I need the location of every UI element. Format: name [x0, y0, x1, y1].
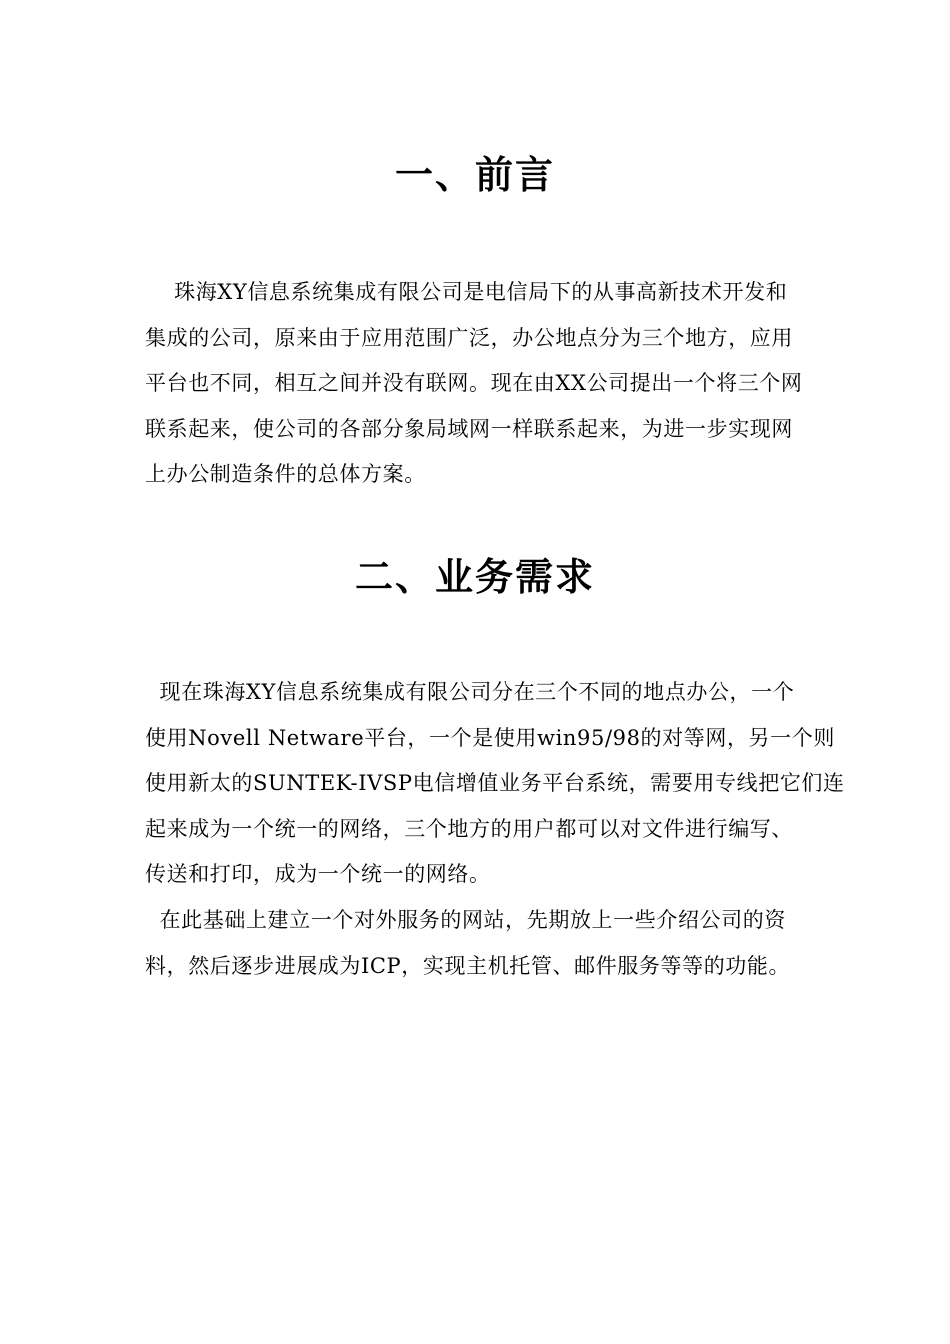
paragraph-line: 现在珠海XY信息系统集成有限公司分在三个不同的地点办公，一个	[145, 680, 795, 704]
paragraph-line: 在此基础上建立一个对外服务的网站，先期放上一些介绍公司的资	[145, 908, 786, 932]
paragraph-line: 联系起来，使公司的各部分象局域网一样联系起来，为进一步实现网	[145, 416, 793, 441]
section-heading-business-requirements: 二、业务需求	[354, 555, 595, 599]
paragraph-line: 传送和打印，成为一个统一的网络。	[145, 862, 491, 886]
paragraph-line: 平台也不同，相互之间并没有联网。现在由XX公司提出一个将三个网	[145, 371, 803, 395]
preface-paragraph	[145, 270, 845, 498]
paragraph-line: 集成的公司，原来由于应用范围广泛，办公地点分为三个地方，应用	[145, 325, 793, 350]
paragraph-line: 珠海XY信息系统集成有限公司是电信局下的从事高新技术开发和	[145, 280, 788, 304]
paragraph-line: 上办公制造条件的总体方案。	[145, 462, 426, 486]
requirements-paragraph-1	[145, 670, 845, 898]
paragraph-line: 起来成为一个统一的网络，三个地方的用户都可以对文件进行编写、	[145, 816, 793, 841]
paragraph-line: 料，然后逐步进展成为ICP，实现主机托管、邮件服务等等的功能。	[145, 953, 791, 978]
requirements-paragraph-2	[145, 898, 845, 989]
paragraph-line: 使用新太的SUNTEK-IVSP电信增值业务平台系统，需要用专线把它们连	[145, 771, 845, 795]
section-heading-preface: 一、前言	[394, 153, 555, 197]
paragraph-line: 使用Novell Netware平台，一个是使用win95/98的对等网，另一个则	[145, 725, 835, 750]
